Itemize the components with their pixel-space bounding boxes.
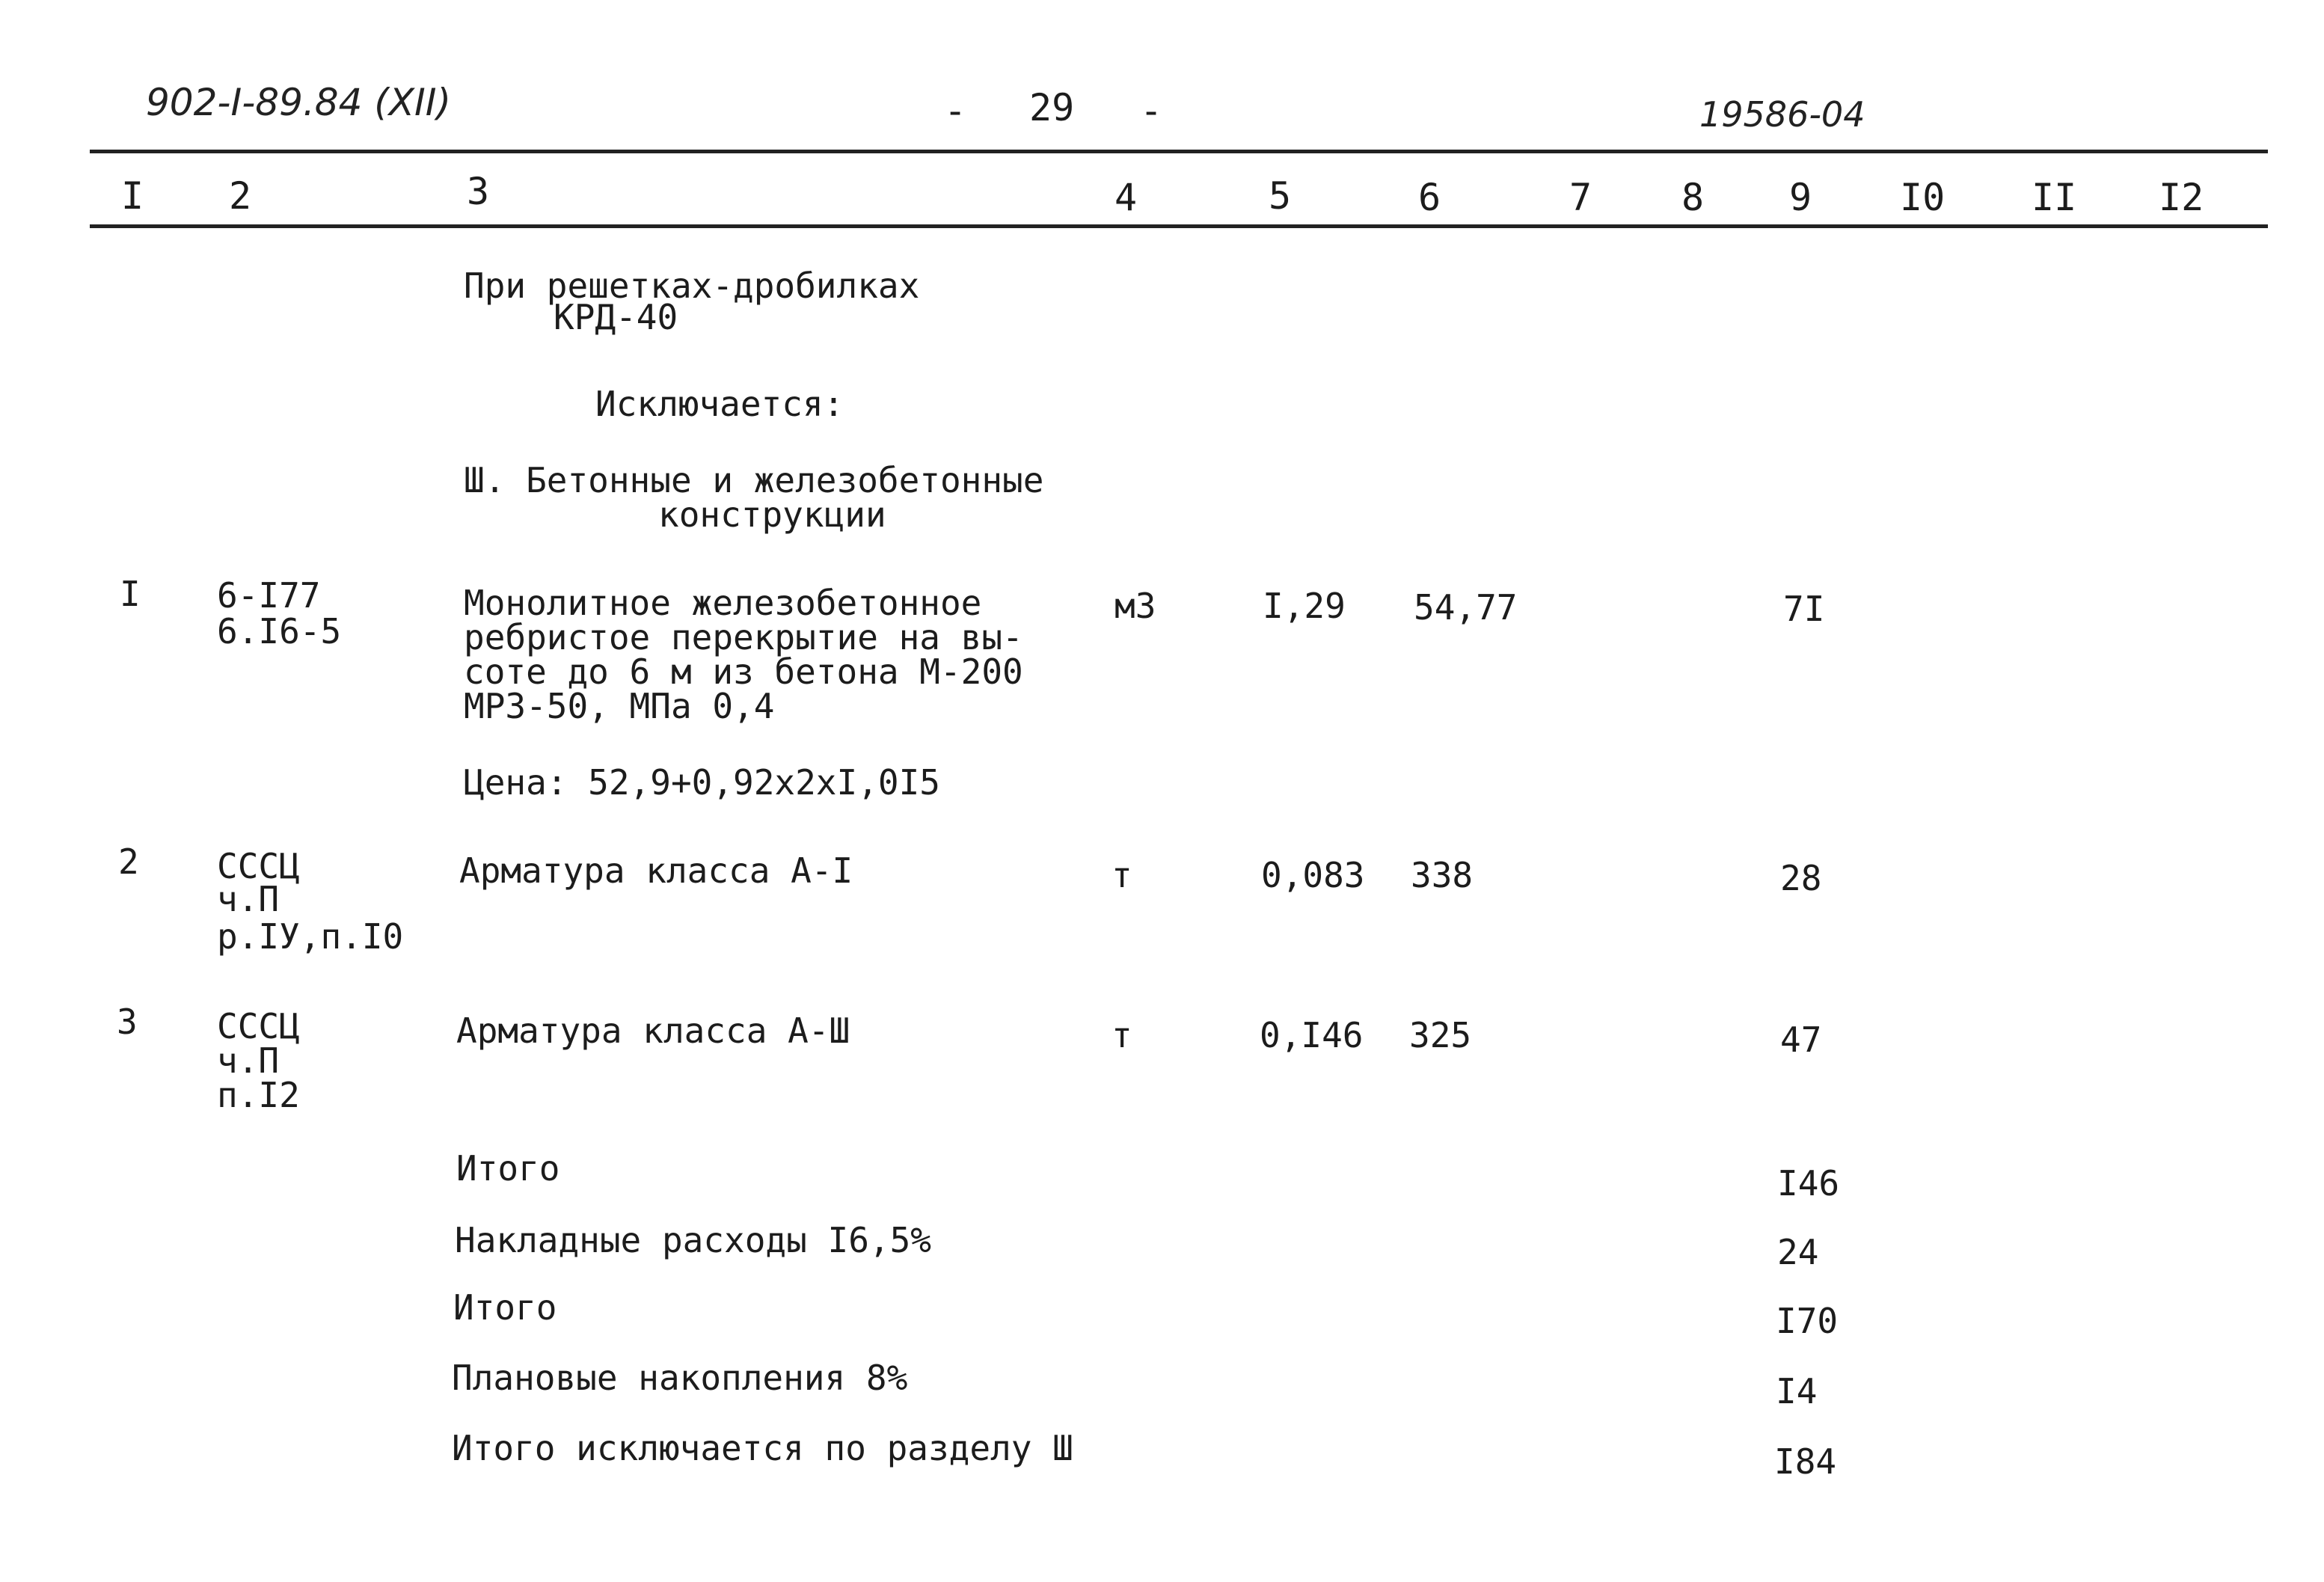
header-bottom-rule <box>90 224 2268 228</box>
row-3-unit: т <box>1112 1015 1132 1055</box>
column-header-3: 3 <box>467 170 490 213</box>
row-1-desc-line-4: МРЗ-50, МПа 0,4 <box>464 686 775 726</box>
row-3-code-line-1: СССЦ <box>217 1006 300 1046</box>
summary-total-label: Итого <box>453 1287 557 1328</box>
row-3-price: 325 <box>1409 1015 1472 1055</box>
row-1-price: 54,77 <box>1414 587 1518 628</box>
column-header-1: I <box>121 174 144 218</box>
section-title-line-1: Ш. Бетонные и железобетонные <box>464 460 1044 500</box>
row-1-code-line-1: 6-I77 <box>217 575 321 616</box>
row-2-price: 338 <box>1411 855 1474 895</box>
row-2-code-line-3: р.IУ,п.I0 <box>217 916 404 957</box>
column-header-8: 8 <box>1681 176 1705 219</box>
summary-overhead-label: Накладные расходы I6,5% <box>455 1220 931 1260</box>
column-header-4: 4 <box>1115 176 1138 219</box>
row-3-total: 47 <box>1780 1020 1822 1060</box>
row-2-desc: Арматура класса А-I <box>459 850 853 891</box>
row-2-unit: т <box>1112 855 1132 895</box>
row-1-total: 7I <box>1783 589 1825 629</box>
intro-line-1: При решетках-дробилках <box>464 266 920 306</box>
summary-profit-label: Плановые накопления 8% <box>452 1358 908 1398</box>
row-1-unit: м3 <box>1115 586 1156 626</box>
intro-line-2: КРД-40 <box>554 297 678 337</box>
page-dash-right: - <box>1140 89 1163 132</box>
summary-subtotal-label: Итого <box>456 1148 560 1189</box>
excluded-heading: Исключается: <box>595 384 844 424</box>
summary-profit-value: I4 <box>1776 1371 1818 1411</box>
row-1-desc-line-2: ребристое перекрытие на вы- <box>464 617 1023 657</box>
row-2-number: 2 <box>118 841 139 882</box>
row-2-code-line-1: СССЦ <box>217 846 300 886</box>
row-2-total: 28 <box>1780 858 1822 898</box>
column-header-12: I2 <box>2159 176 2204 219</box>
doc-code: 902-I-89.84 (XII) <box>146 81 452 124</box>
row-1-quantity: I,29 <box>1263 586 1346 626</box>
summary-overhead-value: 24 <box>1777 1232 1819 1272</box>
row-2-quantity: 0,083 <box>1261 855 1365 895</box>
page-number: 29 <box>1029 86 1075 129</box>
row-2-code-line-2: ч.П <box>217 879 280 919</box>
row-3-quantity: 0,I46 <box>1260 1015 1364 1055</box>
page-dash-left: - <box>944 89 967 132</box>
column-header-7: 7 <box>1569 176 1592 219</box>
column-header-6: 6 <box>1418 176 1441 219</box>
header-top-rule <box>90 150 2268 153</box>
row-3-number: 3 <box>117 1002 138 1042</box>
summary-total-value: I70 <box>1776 1301 1839 1341</box>
column-header-11: II <box>2032 176 2077 219</box>
price-note: Цена: 52,9+0,92х2хI,0I5 <box>464 762 940 803</box>
row-1-code-line-2: 6.I6-5 <box>217 611 342 651</box>
sheet-code: 19586-04 <box>1699 94 1865 135</box>
row-1-desc-line-3: соте до 6 м из бетона М-200 <box>464 651 1023 692</box>
section-title-line-2: конструкции <box>658 494 886 535</box>
summary-excluded-label: Итого исключается по разделу Ш <box>452 1428 1073 1468</box>
column-header-10: I0 <box>1900 176 1946 219</box>
row-3-desc: Арматура класса А-Ш <box>456 1011 850 1051</box>
column-header-2: 2 <box>229 174 252 218</box>
summary-excluded-value: I84 <box>1774 1441 1837 1482</box>
column-header-9: 9 <box>1789 176 1812 219</box>
row-3-code-line-2: ч.П <box>217 1040 280 1081</box>
row-3-code-line-3: п.I2 <box>217 1075 300 1115</box>
summary-subtotal-value: I46 <box>1777 1163 1840 1204</box>
row-1-desc-line-1: Монолитное железобетонное <box>464 583 982 623</box>
row-1-number: I <box>120 574 141 614</box>
column-header-5: 5 <box>1269 174 1292 218</box>
